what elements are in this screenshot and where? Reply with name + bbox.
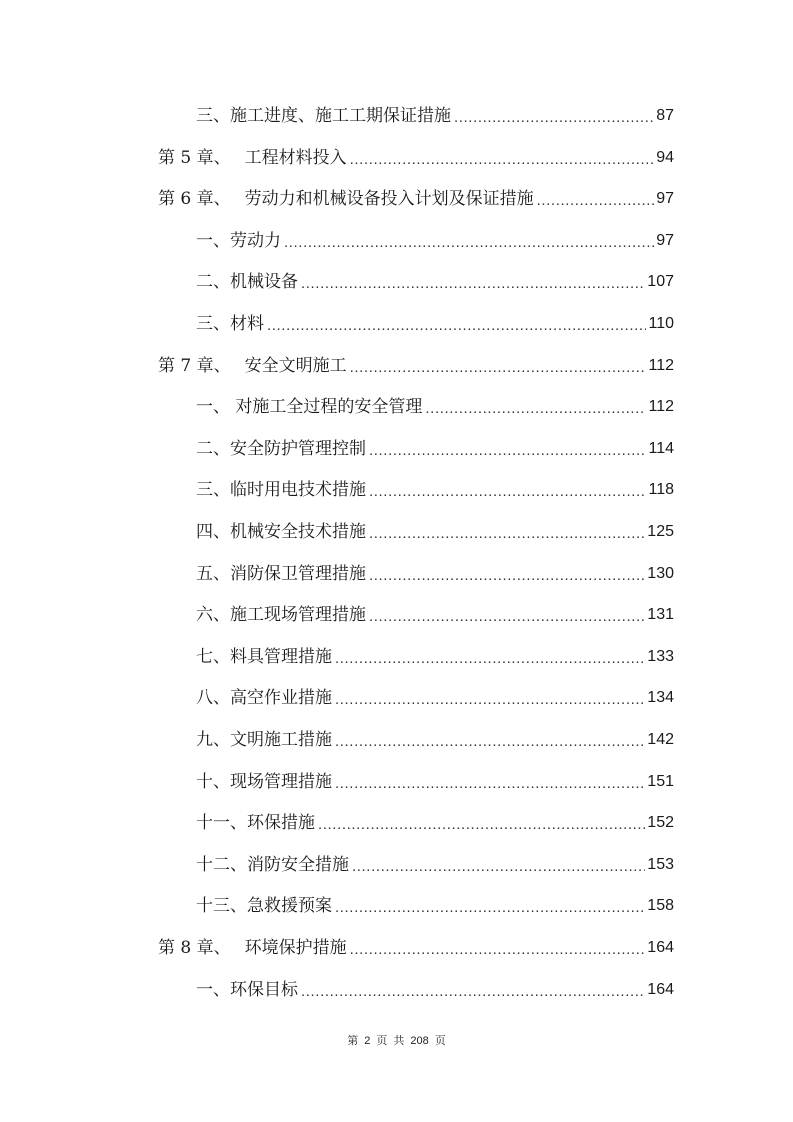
- dot-leader: [335, 774, 645, 794]
- dot-leader: [369, 482, 646, 502]
- toc-entry-page: 133: [647, 647, 674, 665]
- toc-entry-label: 六、施工现场管理措施: [196, 605, 366, 626]
- toc-entry[interactable]: [196, 437, 674, 461]
- toc-entry-label: 五、消防保卫管理措施: [196, 563, 366, 584]
- toc-chapter-entry[interactable]: [158, 187, 674, 211]
- toc-entry-label: [158, 354, 347, 378]
- toc-entry-page: 151: [647, 772, 674, 790]
- toc-entry-label: 一、 对施工全过程的安全管理: [196, 397, 423, 418]
- dot-leader: [537, 191, 655, 211]
- toc-entry[interactable]: [196, 562, 674, 586]
- dot-leader: [284, 233, 654, 253]
- toc-entry-label: 二、安全防护管理控制: [196, 438, 366, 459]
- toc-entry-page: 112: [648, 398, 674, 416]
- toc-chapter-entry[interactable]: [158, 146, 674, 170]
- footer-current-page: 2: [364, 1035, 371, 1047]
- toc-entry-label: 四、机械安全技术措施: [196, 522, 366, 542]
- dot-leader: [335, 649, 645, 669]
- dot-leader: [425, 399, 646, 419]
- toc-entry[interactable]: [196, 978, 674, 1002]
- dot-leader: [350, 358, 647, 378]
- toc-entry-label: 一、劳动力: [196, 230, 281, 251]
- footer-suffix: 页: [434, 1034, 446, 1047]
- dot-leader: [335, 732, 645, 752]
- toc-entry-label: 八、高空作业措施: [196, 688, 332, 709]
- chapter-number: 第 7 章、: [158, 355, 231, 376]
- toc-entry[interactable]: [196, 811, 674, 835]
- toc-entry-label: 十二、消防安全措施: [196, 854, 349, 875]
- dot-leader: [335, 690, 645, 710]
- chapter-title: 环境保护措施: [244, 938, 347, 958]
- toc-entry-page: 87: [656, 107, 674, 124]
- toc-entry[interactable]: [196, 270, 674, 294]
- dot-leader: [369, 566, 645, 586]
- toc-entry-label: 九、文明施工措施: [196, 730, 332, 750]
- toc-entry[interactable]: [196, 853, 674, 877]
- toc-entry[interactable]: [196, 312, 674, 336]
- toc-entry-page: 142: [647, 731, 674, 748]
- toc-entry-label: [158, 936, 347, 960]
- toc-entry-label: 三、材料: [196, 314, 264, 334]
- toc-entry-page: 112: [648, 356, 674, 374]
- toc-entry[interactable]: [196, 104, 674, 128]
- toc-chapter-entry[interactable]: [158, 354, 674, 378]
- toc-entry[interactable]: [196, 645, 674, 669]
- toc-entry-page: 97: [656, 190, 674, 208]
- dot-leader: [301, 982, 645, 1002]
- chapter-number: 第 8 章、: [158, 938, 231, 958]
- toc-entry-page: 153: [647, 855, 674, 873]
- toc-entry[interactable]: [196, 894, 674, 918]
- toc-entry-page: 164: [647, 939, 674, 956]
- toc-entry-page: 118: [648, 481, 674, 499]
- chapter-number: 第 5 章、: [158, 147, 231, 168]
- toc-entry-label: 十三、急救援预案: [196, 896, 332, 917]
- dot-leader: [350, 940, 646, 960]
- dot-leader: [335, 898, 645, 918]
- toc-entry-page: 152: [647, 814, 674, 832]
- footer-total-word: 共: [393, 1034, 405, 1047]
- toc-entry-page: 158: [647, 897, 674, 915]
- toc-entry-label: 十一、环保措施: [196, 813, 315, 834]
- toc-entry-page: 131: [647, 606, 674, 624]
- toc-entry-label: 三、临时用电技术措施: [196, 480, 366, 501]
- toc-entry-label: [158, 146, 347, 170]
- dot-leader: [352, 857, 645, 877]
- toc-entry-label: 三、施工进度、施工工期保证措施: [196, 106, 451, 126]
- toc-entry[interactable]: [196, 603, 674, 627]
- toc-entry-page: 130: [647, 564, 674, 582]
- footer-prefix: 第: [347, 1034, 359, 1047]
- toc-chapter-entry[interactable]: [158, 936, 674, 960]
- toc-entry[interactable]: [196, 395, 674, 419]
- toc-entry[interactable]: [196, 686, 674, 710]
- dot-leader: [301, 274, 645, 294]
- toc-entry[interactable]: [196, 728, 674, 752]
- toc-entry-label: 七、料具管理措施: [196, 646, 332, 667]
- page-footer: [0, 1032, 793, 1048]
- footer-page-word: 页: [376, 1034, 388, 1047]
- footer-total-pages: 208: [410, 1035, 429, 1047]
- dot-leader: [350, 150, 655, 170]
- chapter-number: 第 6 章、: [158, 189, 231, 210]
- toc-entry[interactable]: [196, 520, 674, 544]
- toc-entry-page: 164: [647, 980, 674, 998]
- toc-entry-label: 一、环保目标: [196, 979, 298, 1000]
- dot-leader: [369, 524, 645, 544]
- toc-entry-label: 二、机械设备: [196, 272, 298, 293]
- toc-entry-label: [158, 187, 534, 211]
- toc-entry-label: 十、现场管理措施: [196, 771, 332, 792]
- toc-entry-page: 125: [647, 523, 674, 540]
- toc-entry-page: 94: [656, 148, 674, 166]
- toc-entry[interactable]: [196, 770, 674, 794]
- toc-entry[interactable]: [196, 478, 674, 502]
- chapter-title: 劳动力和机械设备投入计划及保证措施: [244, 189, 534, 210]
- toc-entry[interactable]: [196, 229, 674, 253]
- dot-leader: [267, 316, 646, 336]
- dot-leader: [318, 815, 645, 835]
- chapter-title: 安全文明施工: [244, 355, 347, 376]
- toc-entry-page: 114: [648, 439, 674, 457]
- dot-leader: [369, 441, 646, 461]
- dot-leader: [454, 108, 654, 128]
- toc-entry-page: 97: [656, 231, 674, 249]
- chapter-title: 工程材料投入: [244, 147, 347, 168]
- toc-entry-page: 134: [647, 689, 674, 707]
- dot-leader: [369, 607, 645, 627]
- toc-entry-page: 110: [648, 315, 674, 332]
- toc-entry-page: 107: [647, 273, 674, 291]
